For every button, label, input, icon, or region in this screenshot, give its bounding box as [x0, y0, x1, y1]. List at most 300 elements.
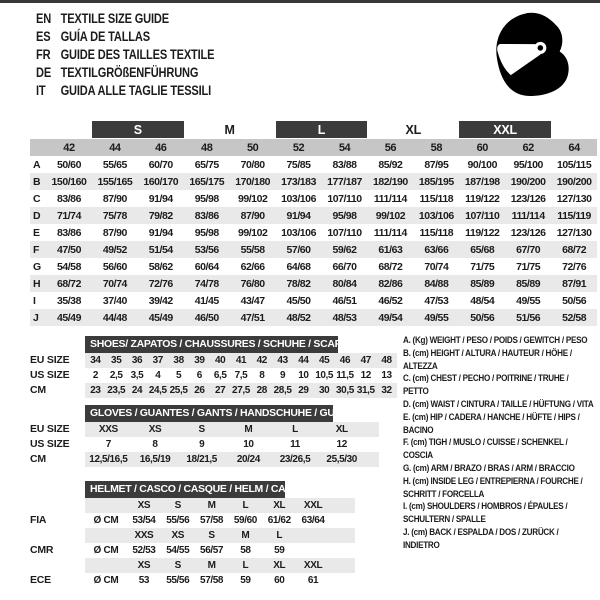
legend-item: A. (Kg) WEIGHT / PESO / POIDS / GEWITCH / PESO: [403, 335, 588, 345]
size-value: 37/40: [102, 294, 127, 307]
gloves-cells: [85, 452, 379, 467]
shoes-row-label: US SIZE: [30, 369, 70, 381]
size-value: 99/102: [375, 209, 406, 222]
size-value: 95/98: [194, 192, 219, 205]
helmet-row: [30, 558, 400, 573]
legend-item: G. (cm) ARM / BRAZO / BRAS / ARM / BRACCIO: [403, 462, 575, 473]
shoes-value: 8: [259, 369, 265, 381]
size-value: 83/86: [56, 226, 81, 239]
helmet-value: XXS: [134, 529, 154, 541]
shoes-value: 47: [360, 354, 371, 366]
size-value: 95/100: [513, 158, 543, 171]
row-letter: D: [33, 209, 41, 222]
shoes-value: 35: [111, 354, 122, 366]
size-column-header: 60: [476, 141, 488, 154]
size-value: 71/74: [56, 209, 81, 222]
shoes-value: 11,5: [336, 369, 354, 381]
shoes-table-rows: [30, 353, 400, 398]
size-group-xl: XL: [405, 122, 422, 137]
measure-row-b: [30, 173, 597, 190]
shoes-row: [30, 383, 400, 398]
size-value: 45/49: [56, 311, 81, 324]
gloves-value: 12: [336, 438, 347, 450]
shoes-value: 41: [235, 354, 247, 366]
size-value: 72/76: [562, 260, 587, 273]
size-column-header: 42: [63, 141, 75, 154]
size-column-header: 56: [384, 141, 397, 154]
legend-item: D. (cm) WAIST / CINTURA / TAILLE / HÜFTUNG / VITA: [403, 398, 594, 409]
shoes-value: 23: [90, 384, 101, 396]
size-value: 45/49: [148, 311, 173, 324]
language-code: FR: [36, 47, 51, 62]
guide-title: GUIDA ALLE TAGLIE TESSILI: [60, 83, 212, 98]
size-number-header-row: [30, 139, 597, 156]
helmet-value: S: [174, 559, 181, 571]
shoes-value: 46: [339, 354, 351, 366]
size-column-header: 54: [338, 141, 351, 154]
size-value: 83/86: [56, 192, 81, 205]
size-value: 165/175: [189, 175, 225, 188]
shoes-value: 7,5: [234, 369, 248, 381]
size-value: 75/85: [286, 158, 311, 171]
shoes-value: 24: [131, 384, 143, 396]
gloves-value: 16,5/19: [139, 453, 171, 465]
gloves-value: L: [292, 423, 298, 435]
size-value: 105/115: [556, 158, 592, 171]
size-value: 91/94: [148, 226, 173, 239]
size-column-header: 58: [430, 141, 442, 154]
shoes-value: 5: [176, 369, 182, 381]
helmet-cells: [85, 528, 355, 543]
gloves-value: 25,5/30: [326, 453, 357, 465]
size-value: 83/86: [194, 209, 219, 222]
helmet-cells: [85, 543, 355, 558]
shoes-value: 12: [360, 369, 371, 381]
measure-row-c: [30, 190, 597, 207]
size-value: 64/68: [286, 260, 311, 273]
size-value: 67/70: [516, 243, 541, 256]
size-value: 48/52: [286, 311, 311, 324]
gloves-cells: [85, 422, 379, 437]
shoes-table: [30, 336, 400, 398]
shoes-value: 10,5: [315, 369, 334, 381]
gloves-row: [30, 452, 400, 467]
size-value: 50/56: [470, 311, 495, 324]
size-value: 107/110: [327, 192, 362, 205]
size-column-header: 64: [568, 141, 580, 154]
helmet-row-label: FIA: [30, 514, 47, 526]
size-value: 160/170: [143, 175, 179, 188]
shoes-value: 36: [131, 354, 143, 366]
row-letter: B: [33, 175, 41, 188]
size-value: 49/55: [424, 311, 449, 324]
shoes-value: 28,5: [273, 384, 292, 396]
language-code: ES: [36, 29, 51, 44]
size-column-header: 46: [155, 141, 167, 154]
shoes-value: 40: [215, 354, 226, 366]
gloves-value: 18/21,5: [186, 453, 217, 465]
size-value: 182/190: [373, 175, 408, 188]
legend-item: H. (cm) INSIDE LEG / ENTREPIERNA / FOURCHE / SCHRITT / FORCELLA: [403, 475, 583, 499]
measure-row-h: [30, 275, 597, 292]
size-value: 85/89: [516, 277, 541, 290]
language-row: [36, 64, 214, 82]
shoes-value: 4: [155, 369, 161, 381]
size-value: 72/76: [148, 277, 173, 290]
legend-item: E. (cm) HIP / CADERA / HANCHE / HÜFTE / HIPS / BACINO: [403, 411, 580, 435]
language-code: EN: [36, 11, 52, 26]
size-value: 111/114: [373, 226, 407, 239]
gloves-table-rows: [30, 422, 400, 467]
helmet-table: [30, 481, 400, 588]
gloves-value: 7: [105, 438, 111, 450]
shoes-value: 23,5: [107, 384, 126, 396]
gloves-value: M: [244, 423, 253, 435]
size-value: 56/60: [102, 260, 127, 273]
size-value: 65/68: [470, 243, 495, 256]
size-value: 115/118: [419, 226, 454, 239]
size-value: 84/88: [424, 277, 449, 290]
helmet-value: 57/58: [200, 514, 224, 526]
helmet-value: 59/60: [233, 514, 257, 526]
table-gap: [30, 467, 400, 482]
size-value: 55/58: [240, 243, 265, 256]
textile-table-body: [30, 156, 597, 326]
gloves-value: 8: [152, 438, 158, 450]
size-value: 115/119: [557, 209, 591, 222]
size-value: 71/75: [470, 260, 495, 273]
helmet-value: S: [208, 529, 215, 541]
size-value: 87/91: [562, 277, 587, 290]
size-value: 119/122: [465, 192, 500, 205]
size-group-l: L: [276, 121, 368, 138]
size-column-header: 62: [522, 141, 534, 154]
size-value: 95/98: [194, 226, 219, 239]
helmet-value: 58: [240, 544, 251, 556]
size-value: 75/78: [102, 209, 127, 222]
shoes-value: 30: [319, 384, 330, 396]
size-value: 74/78: [194, 277, 219, 290]
shoes-table-title: SHOES/ ZAPATOS / CHAUSSURES / SCHUHE / SCARPE: [85, 336, 338, 353]
shoes-value: 45: [319, 354, 330, 366]
helmet-value: 59: [274, 544, 285, 556]
size-value: 53/56: [194, 243, 219, 256]
shoes-cells: [85, 383, 397, 398]
shoes-value: 38: [173, 354, 184, 366]
gloves-value: XS: [148, 423, 162, 435]
size-value: 49/55: [516, 294, 541, 307]
size-value: 50/56: [562, 294, 587, 307]
shoes-value: 10: [298, 369, 309, 381]
size-value: 99/102: [237, 192, 268, 205]
size-value: 61/63: [378, 243, 403, 256]
gloves-row: [30, 437, 400, 452]
helmet-value: 57/58: [200, 574, 224, 586]
language-code: IT: [36, 83, 46, 98]
size-value: 48/53: [332, 311, 357, 324]
shoes-cells: [85, 353, 397, 368]
shoes-value: 44: [298, 354, 309, 366]
size-value: 39/42: [148, 294, 173, 307]
helmet-row-label: [30, 558, 85, 573]
size-value: 41/45: [194, 294, 219, 307]
shoes-value: 24,5: [148, 384, 167, 396]
size-value: 115/118: [419, 192, 454, 205]
band-empty-col-64: [551, 121, 597, 138]
gloves-value: 12,5/16,5: [89, 453, 128, 465]
size-value: 44/48: [102, 311, 127, 324]
helmet-unit: Ø CM: [93, 544, 119, 556]
helmet-value: 54/55: [166, 544, 190, 556]
legend-item: F. (cm) TIGH / MUSLO / CUISSE / SCHENKEL / COSCIA: [403, 437, 568, 461]
size-value: 65/75: [194, 158, 219, 171]
shoes-value: 31,5: [356, 384, 375, 396]
shoes-value: 3,5: [130, 369, 144, 381]
size-group-xxl: XXL: [459, 121, 551, 138]
measure-row-a: [30, 156, 597, 173]
size-value: 80/84: [332, 277, 357, 290]
legend-item: I. (cm) SHOULDERS / HOMBROS / ÉPAULES / SCHULTERN / SPALLE: [403, 501, 568, 525]
language-code: DE: [36, 65, 52, 80]
row-letter: A: [33, 158, 41, 171]
helmet-cells: [85, 498, 355, 513]
size-value: 54/58: [56, 260, 81, 273]
helmet-icon-svg: [483, 6, 578, 108]
size-value: 59/62: [332, 243, 357, 256]
size-value: 46/51: [332, 294, 357, 307]
helmet-value: 61: [307, 574, 319, 586]
size-value: 127/130: [556, 226, 592, 239]
size-value: 82/86: [378, 277, 403, 290]
top-divider: [0, 0, 600, 3]
size-value: 170/180: [235, 175, 271, 188]
size-column-header: 50: [246, 141, 259, 154]
measure-row-f: [30, 241, 597, 258]
size-value: 123/126: [510, 192, 546, 205]
size-value: 47/51: [240, 311, 265, 324]
size-value: 58/62: [148, 260, 173, 273]
helmet-value: S: [174, 499, 181, 511]
band-letter-spacer: [30, 121, 46, 138]
size-group-m: M: [224, 122, 235, 137]
size-column-header: 48: [201, 141, 213, 154]
helmet-row-label: ECE: [30, 574, 51, 586]
size-value: 70/74: [102, 277, 127, 290]
helmet-value: 60: [274, 574, 285, 586]
gloves-row: [30, 422, 400, 437]
shoes-value: 2,5: [109, 369, 123, 381]
row-letter: J: [33, 311, 39, 324]
size-value: 47/53: [424, 294, 449, 307]
legend-item: B. (cm) HEIGHT / ALTURA / HAUTEUR / HÖHE / ALTEZZA: [403, 347, 572, 371]
shoes-value: 25,5: [169, 384, 188, 396]
size-value: 52/58: [562, 311, 587, 324]
size-value: 185/195: [418, 175, 454, 188]
textile-size-table: [30, 121, 597, 326]
size-value: 111/114: [373, 192, 407, 205]
gloves-value: 9: [199, 438, 205, 450]
helmet-value: 59: [240, 574, 251, 586]
size-value: 85/89: [470, 277, 495, 290]
gloves-table-title: GLOVES / GUANTES / GANTS / HANDSCHUHE / GUANTI: [85, 405, 333, 422]
size-value: 46/52: [378, 294, 403, 307]
size-value: 43/47: [240, 294, 265, 307]
size-group-band: [30, 121, 597, 138]
helmet-row: [30, 573, 400, 588]
band-empty-col-42: [46, 121, 92, 138]
size-value: 87/95: [424, 158, 449, 171]
shoes-value: 2: [92, 369, 98, 381]
helmet-row: [30, 513, 400, 528]
row-letter: G: [33, 260, 42, 273]
shoes-value: 27: [215, 384, 226, 396]
size-value: 76/80: [240, 277, 265, 290]
gloves-value: 10: [243, 438, 254, 450]
shoes-value: 32: [381, 384, 392, 396]
size-value: 60/70: [148, 158, 173, 171]
helmet-table-title: HELMET / CASCO / CASQUE / HELM / CASCO: [85, 481, 285, 498]
helmet-value: XXL: [303, 559, 323, 571]
size-value: 190/200: [556, 175, 592, 188]
gloves-row-label: US SIZE: [30, 438, 70, 450]
helmet-row: [30, 528, 400, 543]
measurement-legend: [403, 334, 594, 552]
language-row: [36, 28, 214, 46]
helmet-value: L: [276, 529, 283, 541]
gloves-row-label: CM: [30, 453, 46, 465]
gloves-value: XL: [335, 423, 348, 435]
size-value: 35/38: [56, 294, 81, 307]
shoes-value: 39: [194, 354, 205, 366]
size-value: 78/82: [286, 277, 311, 290]
size-value: 49/52: [102, 243, 127, 256]
shoes-value: 28: [256, 384, 267, 396]
size-group-s: S: [92, 121, 184, 138]
size-value: 63/66: [424, 243, 449, 256]
accessory-tables: [30, 336, 400, 588]
size-value: 87/90: [102, 192, 127, 205]
guide-title: TEXTILGRÖßENFÜHRUNG: [60, 65, 199, 80]
size-value: 103/106: [281, 226, 316, 239]
shoes-value: 6,5: [213, 369, 227, 381]
size-value: 55/65: [102, 158, 127, 171]
helmet-row-label: [30, 528, 85, 543]
measure-row-i: [30, 292, 597, 309]
measure-row-j: [30, 309, 597, 326]
size-value: 62/66: [240, 260, 265, 273]
shoes-value: 27,5: [232, 384, 250, 396]
size-value: 91/94: [286, 209, 311, 222]
size-value: 51/54: [148, 243, 173, 256]
language-row: [36, 46, 214, 64]
size-value: 103/106: [281, 192, 316, 205]
racing-helmet-icon: [483, 6, 578, 108]
helmet-value: 53/54: [132, 514, 156, 526]
size-value: 57/60: [286, 243, 311, 256]
helmet-value: M: [207, 499, 216, 511]
size-value: 51/56: [516, 311, 541, 324]
shoes-value: 13: [381, 369, 392, 381]
size-value: 90/100: [467, 158, 497, 171]
helmet-value: L: [242, 499, 249, 511]
size-value: 66/70: [332, 260, 357, 273]
size-value: 87/90: [102, 226, 127, 239]
helmet-cells: [85, 513, 355, 528]
size-value: 103/106: [418, 209, 454, 222]
size-value: 48/54: [470, 294, 495, 307]
gloves-value: 23/26,5: [279, 453, 311, 465]
helmet-value: XXL: [303, 499, 323, 511]
measure-row-e: [30, 224, 597, 241]
size-value: 70/74: [424, 260, 449, 273]
helmet-value: 61/62: [267, 514, 291, 526]
helmet-value: 53: [138, 574, 150, 586]
row-letter: H: [33, 277, 41, 290]
helmet-value: 63/64: [301, 514, 325, 526]
gloves-cells: [85, 437, 379, 452]
size-value: 45/50: [286, 294, 311, 307]
measure-row-g: [30, 258, 597, 275]
shoes-value: 29: [298, 384, 309, 396]
size-value: 70/80: [240, 158, 265, 171]
language-row: [36, 82, 214, 100]
helmet-value: 56/57: [200, 544, 224, 556]
helmet-unit: Ø CM: [93, 514, 119, 526]
guide-title: TEXTILE SIZE GUIDE: [60, 11, 169, 26]
helmet-row-label: CMR: [30, 544, 54, 556]
size-value: 190/200: [510, 175, 546, 188]
helmet-value: XS: [137, 499, 151, 511]
row-letter: F: [33, 243, 40, 256]
size-value: 68/72: [378, 260, 403, 273]
size-value: 155/165: [97, 175, 133, 188]
shoes-value: 43: [277, 354, 288, 366]
helmet-unit: Ø CM: [93, 574, 119, 586]
size-value: 68/72: [562, 243, 587, 256]
size-value: 47/50: [56, 243, 81, 256]
size-value: 187/198: [464, 175, 500, 188]
shoes-cells: [85, 368, 397, 383]
size-value: 71/75: [516, 260, 541, 273]
size-value: 107/110: [465, 209, 500, 222]
helmet-value: 55/56: [166, 514, 190, 526]
shoes-value: 30,5: [336, 384, 354, 396]
size-value: 79/82: [148, 209, 173, 222]
shoes-row-label: CM: [30, 384, 46, 396]
helmet-cells: [85, 573, 355, 588]
size-value: 49/54: [378, 311, 403, 324]
size-value: 50/60: [56, 158, 81, 171]
legend-item: C. (cm) CHEST / PECHO / POITRINE / TRUHE / PETTO: [403, 373, 569, 397]
gloves-value: 11: [290, 438, 300, 450]
size-value: 68/72: [56, 277, 81, 290]
size-value: 91/94: [148, 192, 173, 205]
shoes-value: 34: [90, 354, 101, 366]
helmet-cells: [85, 558, 355, 573]
gloves-table: [30, 405, 400, 467]
size-value: 177/187: [327, 175, 362, 188]
size-value: 107/110: [327, 226, 362, 239]
helmet-row: [30, 543, 400, 558]
language-row: [36, 10, 214, 28]
size-column-header: 52: [292, 141, 305, 154]
shoes-value: 48: [381, 354, 392, 366]
table-gap: [30, 398, 400, 406]
shoes-row: [30, 368, 400, 383]
shoes-value: 26: [194, 384, 205, 396]
row-letter: I: [33, 294, 36, 307]
size-value: 46/50: [194, 311, 219, 324]
